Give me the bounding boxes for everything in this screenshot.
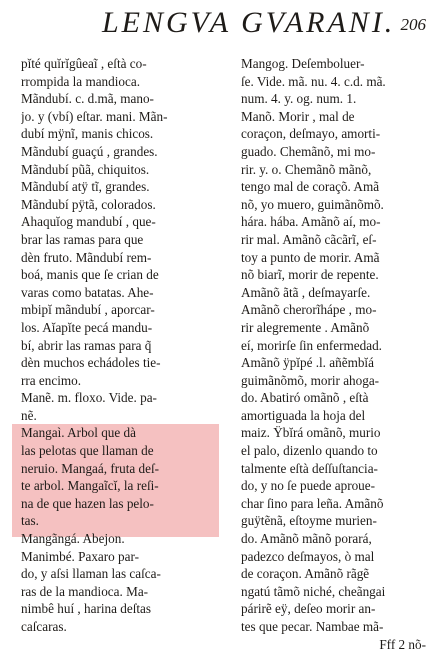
text-line: Ahaquĭog mandubí , que- (21, 214, 156, 230)
text-line: caſcaras. (21, 619, 67, 634)
text-line: coraçon, deſmayo, amorti- (241, 126, 381, 142)
text-line: jo. y (vbí) eſtar. mani. Mãn- (21, 108, 168, 124)
text-line: nõ biarĩ, morir de repente. (241, 267, 379, 283)
text-line: Amãnõ ãtã , deſmayarſe. (241, 284, 371, 300)
text-line: Amãnõ ÿpĭpé .l. añẽmbĭá (241, 355, 374, 371)
page-header (0, 6, 440, 40)
text-line: varas como batatas. Ahe- (21, 284, 154, 300)
text-line: rir mal. Amãnõ cãcãrĩ, eſ- (241, 231, 377, 247)
text-line: boá, manis que ſe crian de (21, 267, 159, 283)
text-line: rir. y. o. Chemãnõ mãnõ, (241, 161, 372, 177)
text-line: nimbê huí , harina deſtas (21, 601, 152, 617)
text-line: te arbol. Mangaĩcĭ, la reſi- (21, 478, 159, 494)
text-line: tes que pecar. Nambae mã- (241, 619, 384, 634)
text-line: eí, morirſe ſin enfermedad. (241, 337, 382, 353)
text-line: Amãnõ cherorĩhápe , mo- (241, 302, 377, 318)
text-line: neruio. Mangaá, fruta deſ- (21, 460, 160, 476)
text-line: Mangãngá. Abejon. (21, 531, 125, 547)
text-line: talmente eſtà deſſuſtancia- (241, 460, 378, 476)
text-line: do. Abatiró omãnõ , eſtà (241, 390, 369, 406)
text-line: bí, abrir las ramas para q̃ (21, 337, 152, 353)
text-line: nõ, yo muero, guimãnõmõ. (241, 196, 384, 212)
text-line: maiz. Ÿbĭrá omãnõ, murio (241, 425, 381, 441)
text-line: amortiguada la hoja del (241, 407, 366, 423)
text-line: pĭté quĭrĭgûeaĩ , eſtà co- (21, 56, 147, 71)
text-line: Manimbé. Paxaro par- (21, 548, 140, 564)
text-line: do, y aſsi llaman las caſca- (21, 566, 161, 582)
left-column (21, 55, 211, 636)
text-line: Mangog. Deſemboluer- (241, 56, 365, 71)
text-line: na de que hazen las pelo- (21, 495, 154, 511)
text-line: tas. (21, 513, 39, 529)
text-line: nẽ. (21, 407, 37, 423)
text-line: do. Amãnõ mãnõ porará, (241, 531, 372, 547)
text-line: ras de la mandioca. Ma- (21, 583, 149, 599)
text-line: toy a punto de morir. Amã (241, 249, 380, 265)
text-line: Mãndubí guaçú , grandes. (21, 143, 158, 159)
text-line: Manõ. Morir , mal de (241, 108, 355, 124)
text-line: rrompida la mandioca. (21, 73, 141, 89)
text-line: char ſino para leña. Amãnõ (241, 495, 384, 511)
text-line: ſe. Vide. mã. nu. 4. c.d. mã. (241, 73, 386, 89)
text-line: padezco deſmayos, ò mal (241, 548, 375, 564)
text-line: párirẽ eÿ, deſeo morir an- (241, 601, 376, 617)
page-number: 206 (400, 15, 426, 34)
text-line: guimãnõmõ, morir ahoga- (241, 372, 380, 388)
text-line: dèn fruto. Mãndubí rem- (21, 249, 152, 265)
text-line: guado. Chemãnõ, mi mo- (241, 143, 376, 159)
text-line: dubí mÿnĩ, manis chicos. (21, 126, 154, 142)
text-line: rir alegremente . Amãnõ (241, 319, 370, 335)
text-line: dèn muchos echádoles tie- (21, 355, 161, 371)
text-line: Mangaì. Arbol que dà (21, 425, 136, 441)
text-line: los. Aĭapĭte pecá mandu- (21, 319, 153, 335)
text-line: tengo mal de coraçõ. Amã (241, 179, 380, 195)
text-line: las pelotas que llaman de (21, 443, 154, 459)
text-line: Mãndubí. c. d.mã, mano- (21, 91, 154, 107)
text-line: Mãndubí atÿ tĩ, grandes. (21, 179, 150, 195)
text-line: brar las ramas para que (21, 231, 144, 247)
text-line: guÿtẽnã, eſtoyme murien- (241, 513, 377, 529)
text-line: Mãndubí pÿtã, colorados. (21, 196, 156, 212)
running-title: LENGVA GVARANI. (102, 6, 396, 39)
text-line: Mãndubí pũã, chiquitos. (21, 161, 150, 177)
text-line: Fff 2 nõ- (379, 636, 426, 652)
text-line: ngatú tãmõ niché, cheãngai (241, 583, 386, 599)
text-line: el palo, dizenlo quando to (241, 443, 378, 459)
right-column (241, 55, 432, 653)
text-line: do, y no ſe puede aproue- (241, 478, 376, 494)
text-line: mbipĭ mãndubí , aporcar- (21, 302, 155, 318)
text-line: hára. hába. Amãnõ aí, mo- (241, 214, 381, 230)
text-line: num. 4. y. og. num. 1. (241, 91, 357, 107)
text-line: rra encimo. (21, 372, 82, 388)
text-line: Manẽ. m. floxo. Vide. pa- (21, 390, 157, 406)
text-line: de coraçon. Amãnõ rãgẽ (241, 566, 370, 582)
